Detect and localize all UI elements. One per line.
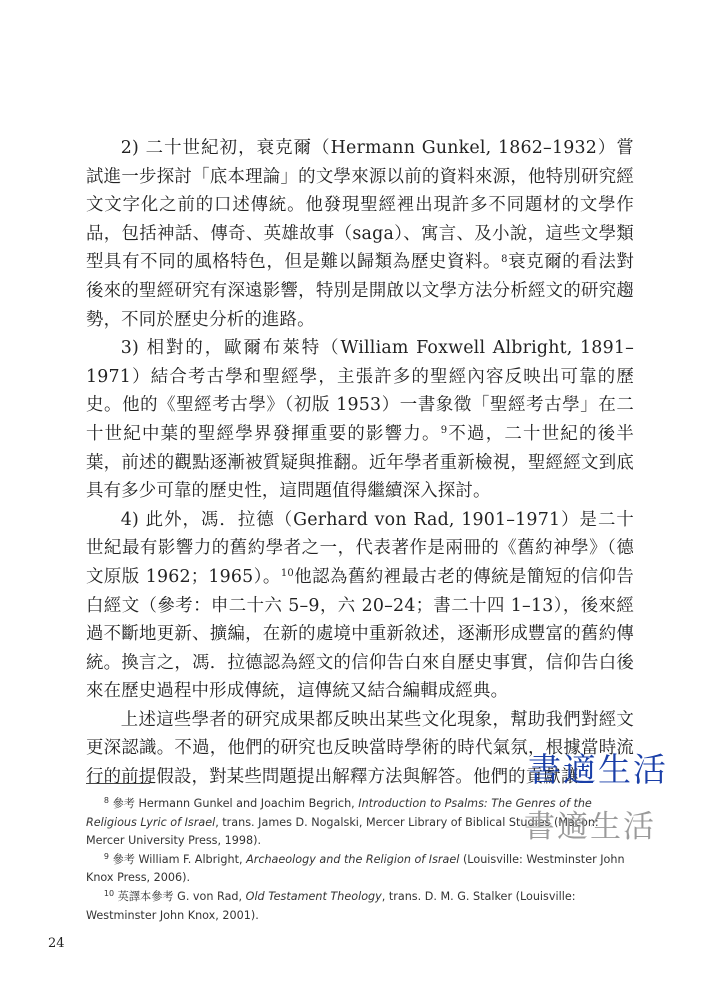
footnote-title: Archaeology and the Religion of Israel — [246, 852, 460, 866]
footnote-10: $^{10}$ 英譯本參考 G. von Rad, Old Testament Theology, trans. D. M. G. Stalker (Louisville: Westminster John Knox, 2001). — [86, 888, 576, 922]
footnote-title: Introduction to Psalms: The Genres of the Religious Lyric of Israel — [86, 797, 592, 829]
watermark-primary: 書適生活 — [528, 750, 668, 789]
paragraph-albright: 3) 相對的，歐爾布萊特（William Foxwell Albright, 1891–1971）結合考古學和聖經學，主張許多的聖經內容反映出可靠的歷史。他的《聖經考古學》（初版 1953）一書象徵「聖經考古學」在二十世紀中葉的聖經學界發揮重要的影響力。$^9$不過，二十世紀的後半葉，前述的觀點逐漸被質疑與推翻。近年學者重新檢視，聖經經文到底具有多少可靠的歷史性，這問題值得繼續深入探討。 — [86, 338, 634, 502]
footnote-9: $^9$ 參考 William F. Albright, Archaeology and the Religion of Israel (Louisville: Westminster John Knox Press, 2006). — [86, 851, 625, 885]
footnote-8: $^8$ 參考 Hermann Gunkel and Joachim Begrich, Introduction to Psalms: The Genres of the Religious Lyric of Israel, trans. James D. Nogalski, Mercer Library of Biblical Studies (Macon: Mercer University Press, 1998). — [86, 796, 599, 848]
paragraph-von-rad: 4) 此外，馮．拉德（Gerhard von Rad, 1901–1971）是二十世紀最有影響力的舊約學者之一，代表著作是兩冊的《舊約神學》（德文原版 1962；1965）。$^{10}$他認為舊約裡最古老的傳統是簡短的信仰告白經文（參考：申二十六 5–9，六 20–24；書二十四 1–13），後來經過不斷地更新、擴編，在新的處境中重新敘述，逐漸形成豐富的舊約傳統。換言之，馮．拉德認為經文的信仰告白來自歷史事實，信仰告白後來在歷史過程中形成傳統，這傳統又結合編輯成經典。 — [86, 509, 634, 702]
paragraph-summary: 上述這些學者的研究成果都反映出某些文化現象，幫助我們對經文更深認識。不過，他們的研究也反映當時學術的時代氣氛，根據當時流行的前提假設，對某些問題提出解釋方法與解答。他們的貢獻讓 — [86, 709, 634, 788]
watermark-secondary: 書適生活 — [524, 809, 656, 845]
footnote-ref-8[interactable]: 8 — [501, 253, 508, 265]
paragraph-gunkel: 2) 二十世紀初，衰克爾（Hermann Gunkel, 1862–1932）嘗試進一步探討「底本理論」的文學來源以前的資料來源，他特別研究經文文字化之前的口述傳統。他發現聖經裡出現許多不同題材的文學作品，包括神話、傳奇、英雄故事（saga）、寓言、及小說，這些文學類型具有不同的風格特色，但是難以歸類為歷史資料。$^8$衰克爾的看法對後來的聖經研究有深遠影響，特別是開啟以文學方法分析經文的研究趨勢，不同於歷史分析的進路。 — [86, 138, 634, 330]
footnote-number: 9 — [103, 851, 109, 861]
footnote-ref-10[interactable]: 10 — [280, 568, 294, 580]
body-text — [86, 134, 634, 792]
footnote-divider — [86, 783, 150, 784]
footnote-number: 10 — [103, 888, 115, 898]
footnote-number: 8 — [103, 796, 109, 805]
page-number: 24 — [48, 936, 65, 951]
footnote-ref-9[interactable]: 9 — [440, 425, 448, 437]
footnote-title: Old Testament Theology — [245, 889, 382, 903]
